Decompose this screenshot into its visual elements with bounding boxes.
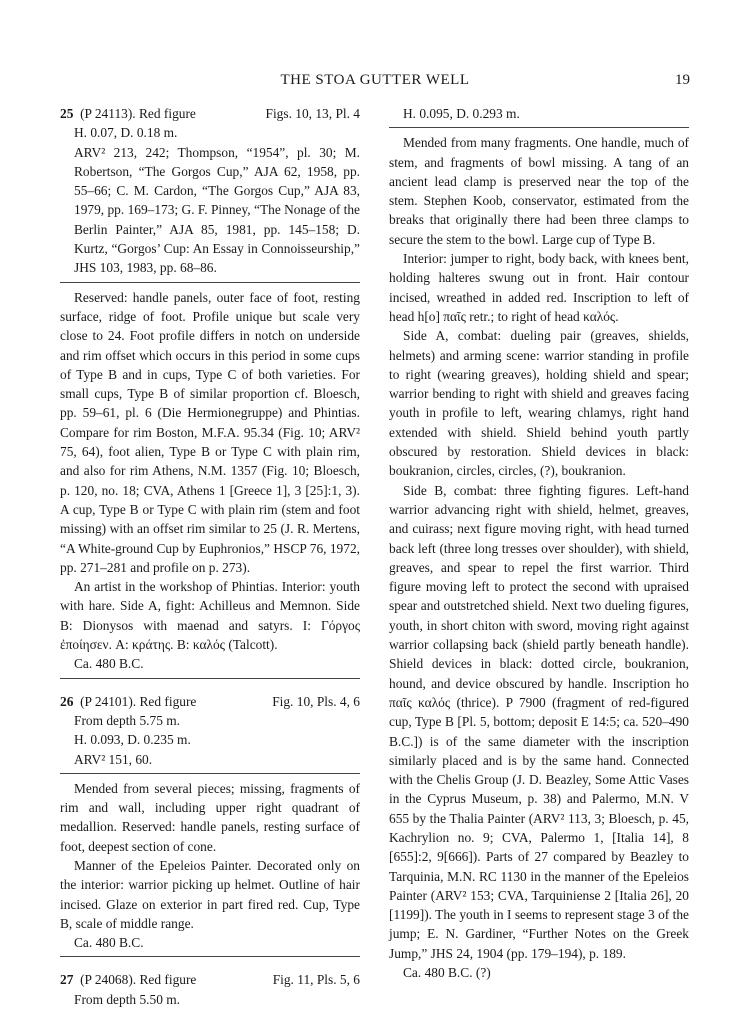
divider: [60, 678, 360, 679]
dimensions: H. 0.095, D. 0.293 m.: [403, 106, 520, 121]
page-header: [60, 72, 690, 94]
entry-number: 26: [60, 693, 74, 709]
entry-number: 27: [60, 972, 74, 988]
description-paragraph: Reserved: handle panels, outer face of foot, resting surface, ridge of foot. Profile unique but scale very close to 24. Foot profile differs in notch on underside and rim offset which occurs in this period in some cups of Type B and in cups, Type C of both varieties. For small cups, Type B of similar proportion cf. Bloesch, pp. 59–61, pl. 6 (Die Hermionegruppe) and Phintias. Compare for rim Boston, M.F.A. 95.34 (Fig. 10; ARV² 75, 64), foot alien, Type B or Type C with plain rim, and also for rim Athens, N.M. 1357 (Fig. 10; Bloesch, p. 120, no. 18; CVA, Athens 1 [Greece 1], 3 [25]:1, 3). A cup, Type B or Type C with plain rim (stem and foot missing) with an offset rim similar to 25 (J. R. Mertens, “A White-ground Cup by Euphronios,” HSCP 76, 1972, pp. 271–281 and profile on p. 273).: [60, 289, 360, 575]
inventory-label: (P 24113). Red figure: [80, 106, 196, 121]
right-column: [389, 104, 689, 982]
description-paragraph: Mended from many fragments. One handle, much of stem, and fragments of bowl missing. A tang of an ancient lead clamp is preserved near the top of the stem. Stephen Koob, conservator, estimated from the breaks that originally there had been three clamps to secure the stem to the bowl. Large cup of Type B.: [389, 135, 689, 247]
date: Ca. 480 B.C.: [74, 656, 144, 672]
left-column: [60, 104, 360, 1009]
attribution-paragraph: Manner of the Epeleios Painter. Decorated only on the interior: warrior picking up helmet. Outline of hair incised. Glaze on exterior in part fired red. Cup, Type B, scale of middle range.: [60, 857, 360, 931]
dimensions: H. 0.07, D. 0.18 m.: [74, 125, 178, 141]
date: Ca. 480 B.C.: [74, 935, 144, 951]
arv-reference: ARV² 151, 60.: [74, 751, 153, 767]
description-paragraph: Mended from several pieces; missing, fragments of rim and wall, including upper right quadrant of medallion. Reserved: handle panels, resting surface of foot, deepest section of cone.: [60, 780, 360, 854]
divider: [389, 127, 689, 128]
figure-reference: Fig. 10, Pls. 4, 6: [272, 693, 360, 709]
catalogue-entry-25-heading: [60, 104, 360, 123]
divider: [60, 956, 360, 957]
inventory-label: (P 24101). Red figure: [80, 693, 197, 709]
running-title: THE STOA GUTTER WELL: [280, 72, 470, 88]
figure-reference: Figs. 10, 13, Pl. 4: [265, 106, 360, 121]
divider: [60, 282, 360, 283]
dimensions: H. 0.093, D. 0.235 m.: [74, 732, 191, 748]
page-number: 19: [675, 72, 690, 88]
attribution-paragraph: An artist in the workshop of Phintias. Interior: youth with hare. Side A, fight: Achilleus and Memnon. Side B: Dionysos with maenad and satyrs. I: Γόργος ἐποίησεν. A: κράτης. B: καλός (Talcott).: [60, 579, 360, 653]
find-depth: From depth 5.75 m.: [74, 712, 181, 728]
side-b-paragraph: Side B, combat: three fighting figures. Left-hand warrior advancing right with shield, helmet, greaves, and cuirass; next figure moving right, with head turned back left (three long tresses over shoulder), with shield, greaves, and spear to repel the first warrior. Third figure moving left to protect the second with upraised spear and outstretched shield. Next two dueling figures, youth, in short chiton with sword, moving right against warrior collapsing back (shield partly beneath handle). Shield devices in black: dotted circle, boukranion, hound, and device obscured by handle. Inscription ho παῖς καλός (thrice). P 7900 (fragment of red-figured cup, Type B [Pl. 5, bottom; deposit E 14:5; ca. 520–490 B.C.]) is of the same diameter with the inscription similarly placed and is by the same hand. Connected with the Chelis Group (J. D. Beazley, Some Attic Vases in the Cyprus Museum, p. 38) and Palermo, M.N. V 655 by the Thalia Painter (ARV² 113, 3; Bloesch, p. 45, Kachrylion no. 9; CVA, Palermo 1, [Italia 14], 8 [655]:2, 9[666]). Parts of 27 compared by Beazley to Tarquinia, M.N. RC 1130 in the manner of the Epeleios Painter (ARV² 153; CVA, Tarquiniense 2 [Italia 26], 20 [1199]). The youth in I seems to represent stage 3 of the jump; E. N. Gardiner, “Further Notes on the Greek Jump,” JHS 24, 1904 (pp. 179–194), p. 189.: [389, 482, 689, 961]
catalogue-entry-26-heading: [60, 692, 360, 711]
inventory-label: (P 24068). Red figure: [80, 972, 197, 988]
divider: [60, 773, 360, 774]
interior-paragraph: Interior: jumper to right, body back, with knees bent, holding halteres swung out in front. Hair contour incised, wreathed in added red. Inscription to left of head h[o] παῖς retr.; to right of head καλός.: [389, 251, 689, 324]
date: Ca. 480 B.C. (?): [403, 965, 491, 981]
entry-number: 25: [60, 106, 74, 121]
catalogue-entry-27-heading: [60, 970, 360, 989]
find-depth: From depth 5.50 m.: [74, 991, 181, 1007]
bibliography: ARV² 213, 242; Thompson, “1954”, pl. 30; M. Robertson, “The Gorgos Cup,” AJA 62, 1958, pp. 55–66; C. M. Cardon, “The Gorgos Cup,” AJA 83, 1979, pp. 169–173; G. F. Pinney, “The Nonage of the Berlin Painter,” AJA 85, 1981, pp. 145–158; D. Kurtz, “Gorgos’ Cup: An Essay in Connoisseurship,” JHS 103, 1983, pp. 68–86.: [74, 144, 360, 276]
side-a-paragraph: Side A, combat: dueling pair (greaves, shields, helmets) and arming scene: warrior standing in profile to right (wearing greaves), holding shield and spear; warrior bending to right with shield and greaves facing youth in profile to left, wearing chlamys, right hand extended with shield. Shield behind youth partly obscured by restoration. Shield devices in black: boukranion, circles, circles, (?), boukranion.: [389, 328, 689, 479]
figure-reference: Fig. 11, Pls. 5, 6: [272, 972, 360, 988]
